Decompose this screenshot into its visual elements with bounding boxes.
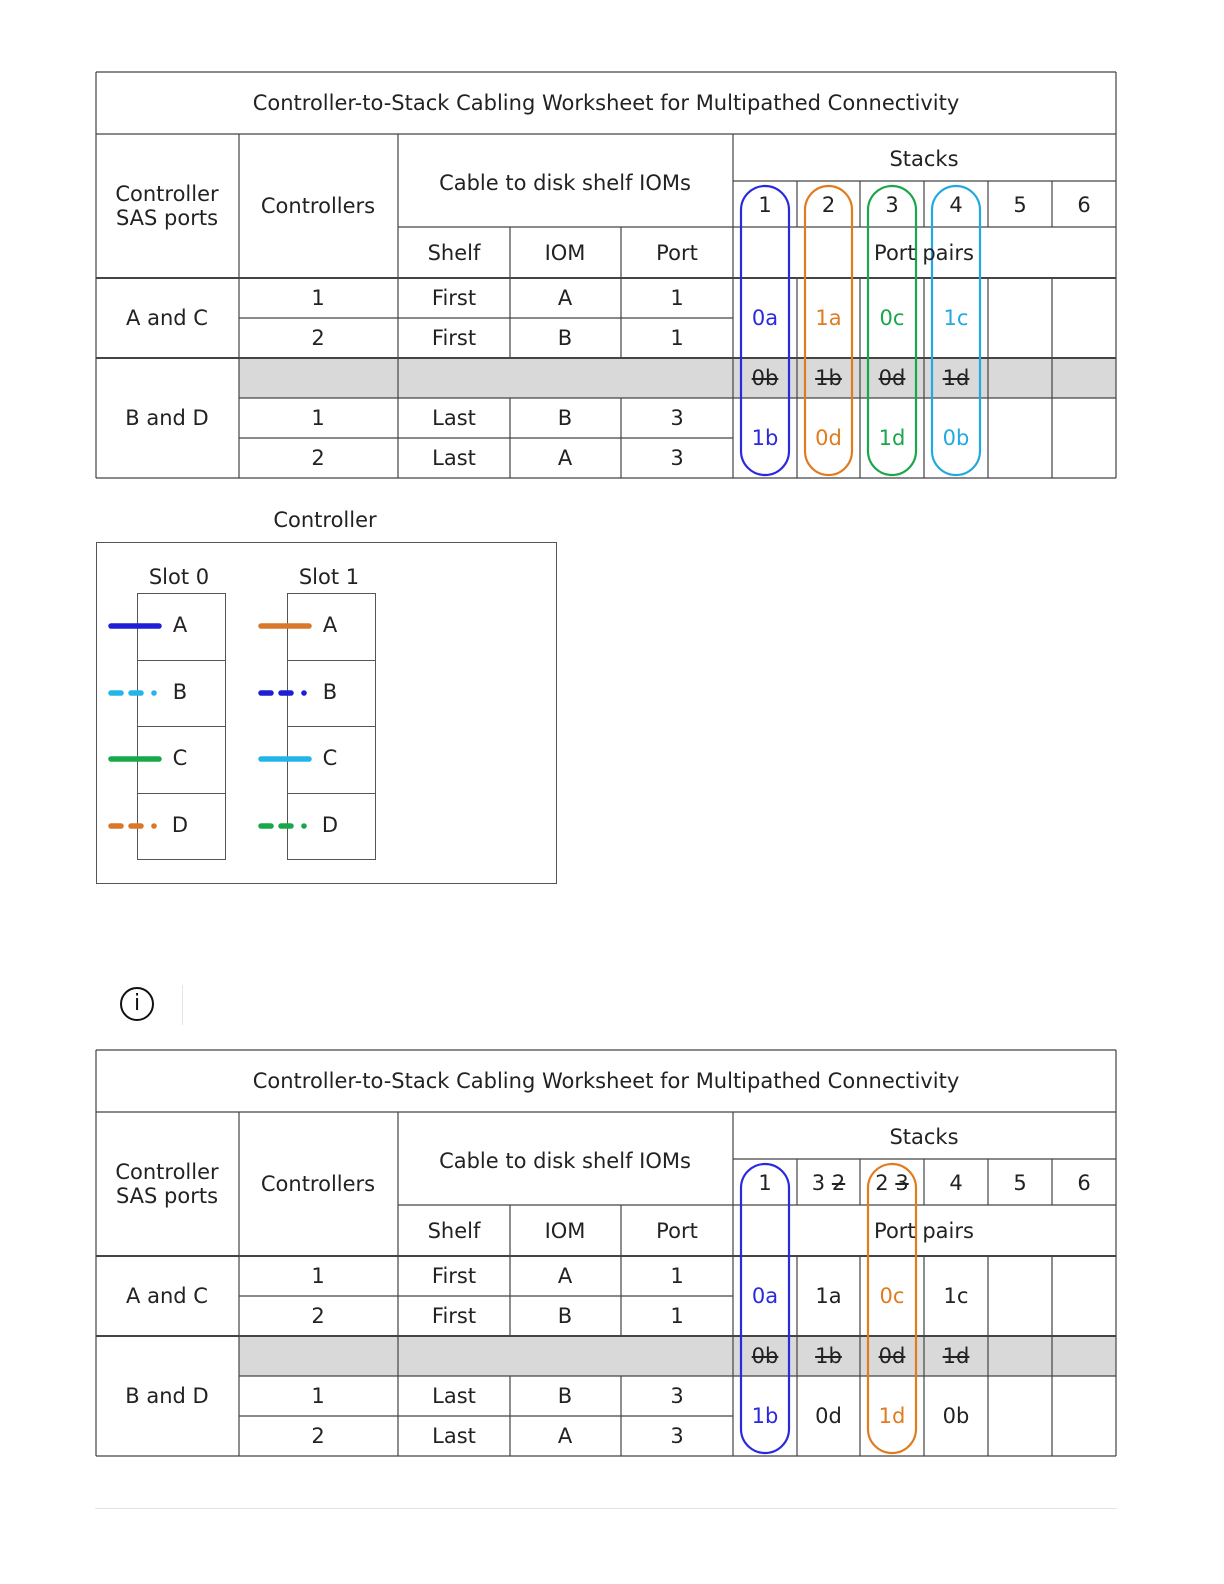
cell-shelf: First (431, 286, 477, 310)
shaded-port-cell: 1d (942, 366, 970, 390)
stack-number-text: 5 (1013, 193, 1027, 217)
worksheet-grid (96, 1050, 1116, 1458)
cell-iom: A (557, 1424, 573, 1448)
shaded-port-cell: 0b (751, 1344, 779, 1368)
cell-iom: B (557, 326, 573, 350)
stack-number-6 (1077, 193, 1090, 217)
port-pair-cell: 1b (751, 426, 779, 450)
controller-diagram-title: Controller (273, 508, 377, 532)
header-stacks: Stacks (889, 1125, 959, 1149)
cabling-worksheet-1 (96, 72, 1116, 480)
port-pair-cell: 0b (942, 426, 970, 450)
cell-port: 1 (670, 1304, 684, 1328)
shaded-row (239, 358, 1116, 398)
cell-port: 3 (670, 446, 684, 470)
header-controller-sas-ports: Controller SAS ports (115, 1160, 219, 1208)
note-divider (182, 985, 183, 1025)
port-pair-cell: 0c (879, 306, 905, 330)
stack-number-text: 1 (758, 1171, 772, 1195)
cable-solid (257, 619, 317, 633)
cell-shelf: Last (432, 1424, 476, 1448)
shaded-port-cell: 0d (878, 366, 906, 390)
cell-port: 3 (670, 1384, 684, 1408)
cabling-worksheet-2 (96, 1050, 1116, 1458)
stack-number-text: 4 (949, 193, 963, 217)
cable-dashed (107, 686, 167, 700)
group-label-a-and-c: A and C (126, 306, 208, 330)
header-iom: IOM (544, 241, 586, 265)
stack-number-2 (812, 1171, 845, 1195)
cable-dashed (107, 819, 167, 833)
cell-iom: A (557, 286, 573, 310)
header-shelf: Shelf (427, 1219, 481, 1243)
cell-controller: 2 (311, 1304, 325, 1328)
cell-controller: 2 (311, 1424, 325, 1448)
stack-number-5 (1013, 193, 1026, 217)
stack-number-text: 1 (758, 193, 772, 217)
port-pair-cell: 0c (879, 1284, 905, 1308)
cell-controller: 1 (311, 1384, 325, 1408)
header-controllers: Controllers (260, 1172, 376, 1196)
shaded-port-cell: 1d (942, 1344, 970, 1368)
header-controllers: Controllers (260, 194, 376, 218)
cell-controller: 2 (311, 326, 325, 350)
port-pair-cell: 0a (751, 306, 779, 330)
slot-title-0: Slot 0 (148, 565, 210, 589)
cell-port: 1 (670, 326, 684, 350)
cable-solid (257, 752, 317, 766)
group-label-b-and-d: B and D (125, 1384, 209, 1408)
stack-number-1 (758, 193, 771, 217)
header-port-pairs: Port pairs (874, 1219, 974, 1243)
cell-controller: 1 (311, 286, 325, 310)
cell-controller: 1 (311, 406, 325, 430)
worksheet-title: Controller-to-Stack Cabling Worksheet for Multipathed Connectivity (252, 91, 960, 115)
port-letter: B (172, 679, 188, 704)
stack-number-struck: 2 (831, 1171, 846, 1195)
port-pair-cell: 1c (943, 306, 969, 330)
header-port: Port (656, 241, 698, 265)
header-iom: IOM (544, 1219, 586, 1243)
worksheet-title: Controller-to-Stack Cabling Worksheet for Multipathed Connectivity (252, 1069, 960, 1093)
port-pair-cell: 1b (751, 1404, 779, 1428)
cable-dashed (257, 819, 317, 833)
port-letter: C (322, 746, 338, 770)
port-pair-cell: 1d (878, 1404, 906, 1428)
cell-shelf: Last (432, 1384, 476, 1408)
shaded-row (239, 1336, 1116, 1376)
stack-number-4 (949, 193, 962, 217)
port-pair-cell: 1d (878, 426, 906, 450)
stack-number-6 (1077, 1171, 1090, 1195)
cell-shelf: Last (432, 406, 476, 430)
port-pair-cell: 1a (815, 306, 842, 330)
cell-controller: 2 (311, 446, 325, 470)
stack-number-text: 3 (885, 193, 899, 217)
group-label-b-and-d: B and D (125, 406, 209, 430)
group-label-a-and-c: A and C (126, 1284, 208, 1308)
header-port-pairs: Port pairs (874, 241, 974, 265)
cell-controller: 1 (311, 1264, 325, 1288)
cable-solid (107, 752, 167, 766)
port-pair-cell: 1a (815, 1284, 842, 1308)
port-letter: C (172, 746, 188, 770)
shaded-port-cell: 0d (878, 1344, 906, 1368)
stack-number-struck: 3 (895, 1171, 909, 1195)
stack-number-text: 4 (949, 1171, 963, 1195)
cell-port: 1 (670, 1264, 684, 1288)
footer-divider (95, 1508, 1117, 1509)
header-cable-to-shelf-ioms: Cable to disk shelf IOMs (439, 171, 691, 195)
cell-shelf: First (431, 1264, 477, 1288)
port-letter: A (172, 613, 188, 637)
header-shelf: Shelf (427, 241, 481, 265)
cable-dashed (257, 686, 317, 700)
stack-number-text: 5 (1013, 1171, 1027, 1195)
port-letter: D (171, 812, 189, 837)
info-circle-icon: i (120, 987, 154, 1021)
cell-iom: A (557, 1264, 573, 1288)
port-pair-cell: 0b (942, 1404, 970, 1428)
stack-number-text: 2 (821, 193, 836, 217)
port-letter: D (321, 812, 339, 837)
slot-title-1: Slot 1 (298, 565, 360, 589)
port-pair-cell: 0a (751, 1284, 779, 1308)
stack-number-3 (875, 1171, 908, 1195)
stack-number-text: 2 (875, 1171, 896, 1195)
cell-shelf: First (431, 326, 477, 350)
cell-port: 3 (670, 1424, 684, 1448)
worksheet-grid (96, 72, 1116, 480)
shaded-port-cell: 0b (751, 366, 779, 390)
stack-number-text: 6 (1077, 1171, 1091, 1195)
stack-number-text: 3 (811, 1171, 832, 1195)
port-letter: A (322, 613, 338, 637)
cell-iom: A (557, 446, 573, 470)
port-letter: B (322, 679, 338, 704)
stack-number-2 (822, 193, 835, 217)
cell-port: 3 (670, 406, 684, 430)
controller-diagram (96, 542, 557, 884)
cell-iom: B (557, 1304, 573, 1328)
stack-number-4 (949, 1171, 962, 1195)
port-pair-cell: 0d (815, 1404, 842, 1428)
stack-number-text: 6 (1077, 193, 1091, 217)
cell-shelf: First (431, 1304, 477, 1328)
stack-number-3 (885, 193, 898, 217)
stack-number-1 (758, 1171, 771, 1195)
port-pair-cell: 0d (815, 426, 842, 450)
stack-number-5 (1013, 1171, 1026, 1195)
header-controller-sas-ports: Controller SAS ports (115, 182, 219, 230)
header-cable-to-shelf-ioms: Cable to disk shelf IOMs (439, 1149, 691, 1173)
header-port: Port (656, 1219, 698, 1243)
cell-shelf: Last (432, 446, 476, 470)
cable-solid (107, 619, 167, 633)
port-pair-cell: 1c (943, 1284, 969, 1308)
cell-port: 1 (670, 286, 684, 310)
header-stacks: Stacks (889, 147, 959, 171)
cell-iom: B (557, 406, 573, 430)
cell-iom: B (557, 1384, 573, 1408)
shaded-port-cell: 1b (815, 1344, 842, 1368)
shaded-port-cell: 1b (815, 366, 842, 390)
